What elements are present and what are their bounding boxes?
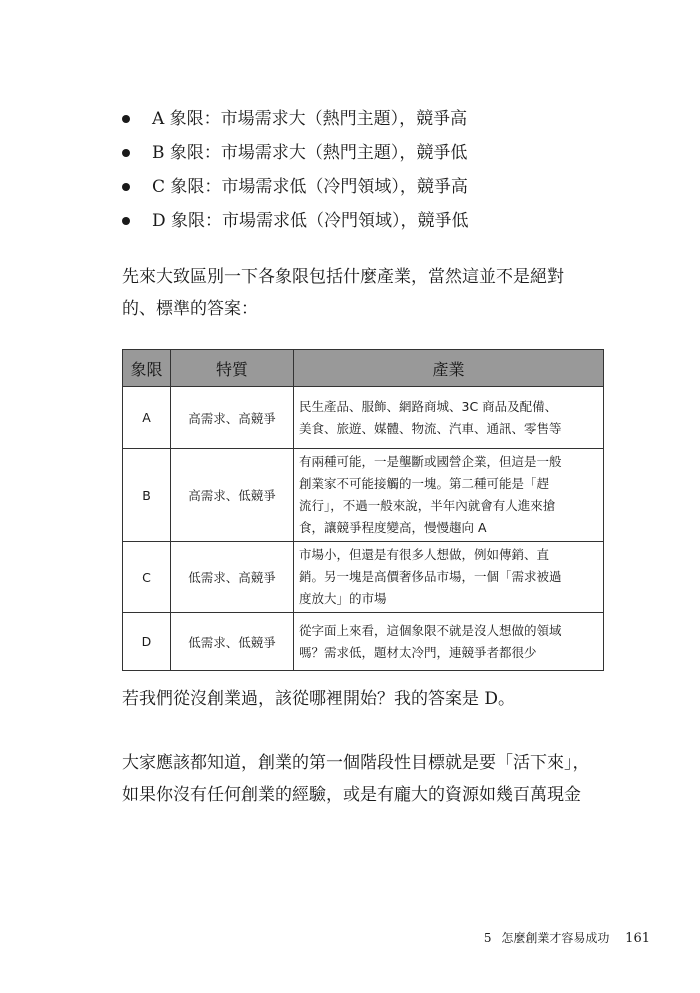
quadrant-cell: B <box>123 449 171 542</box>
header-quadrant: 象限 <box>123 350 171 387</box>
industry-line: 民生產品、服飾、網路商城、3C 商品及配備、 <box>299 398 558 414</box>
industry-line: 度放大」的市場 <box>299 591 387 606</box>
industry-line: 美食、旅遊、媒體、物流、汽車、通訊、零售等 <box>299 420 562 436</box>
bullet-item-c <box>122 172 469 206</box>
quadrant-bullet-list <box>122 104 469 240</box>
industry-line: 市場小，但還是有很多人想做，例如傳銷、直 <box>299 547 550 562</box>
trait-cell: 低需求、低競爭 <box>171 613 294 671</box>
industry-line: 嗎？需求低，題材太冷門，連競爭者都很少 <box>299 644 537 660</box>
page-number: 161 <box>625 931 650 946</box>
page-footer <box>484 929 650 946</box>
chapter-title: 怎麼創業才容易成功 <box>501 931 610 945</box>
industry-line: 有兩種可能，一是壟斷或國營企業，但這是一般 <box>299 454 562 469</box>
bullet-item-b <box>122 138 469 172</box>
bullet-text: C 象限：市場需求低（冷門領域），競爭高 <box>152 177 468 197</box>
bullet-item-a <box>122 104 469 138</box>
bullet-dot <box>122 115 130 123</box>
industry-line: 創業家不可能接觸的一塊。第二種可能是「趕 <box>299 476 550 491</box>
answer-paragraph <box>122 683 608 715</box>
quadrant-cell: A <box>123 387 171 449</box>
chapter-number: 5 <box>483 931 492 945</box>
table-header-row <box>123 350 604 387</box>
trait-cell: 低需求、高競爭 <box>171 542 294 613</box>
bullet-text: B 象限：市場需求大（熱門主題），競爭低 <box>152 143 468 163</box>
quadrant-industry-table <box>122 349 604 671</box>
bullet-item-d <box>122 206 469 240</box>
industry-cell <box>294 542 604 613</box>
closing-line: 大家應該都知道，創業的第一個階段性目標就是要「活下來」， <box>122 753 590 773</box>
industry-line: 銷。另一塊是高價奢侈品市場，一個「需求被過 <box>299 569 562 584</box>
table-row <box>123 387 604 449</box>
intro-line: 的、標準的答案： <box>122 299 258 319</box>
table-row <box>123 542 604 613</box>
industry-cell <box>294 449 604 542</box>
bullet-dot <box>122 183 130 191</box>
closing-line: 如果你沒有任何創業的經驗，或是有龐大的資源如幾百萬現金 <box>122 785 581 805</box>
table-row <box>123 449 604 542</box>
header-industry: 產業 <box>294 350 604 387</box>
industry-line: 流行」，不過一般來說，半年內就會有人進來搶 <box>299 498 556 513</box>
quadrant-cell: D <box>123 613 171 671</box>
intro-line: 先來大致區別一下各象限包括什麼產業，當然這並不是絕對 <box>122 267 564 287</box>
quadrant-cell: C <box>123 542 171 613</box>
trait-cell: 高需求、低競爭 <box>171 449 294 542</box>
bullet-text: D 象限：市場需求低（冷門領域），競爭低 <box>152 211 469 231</box>
header-trait: 特質 <box>171 350 294 387</box>
table-row <box>123 613 604 671</box>
industry-cell <box>294 613 604 671</box>
intro-paragraph <box>122 261 608 325</box>
answer-line: 若我們從沒創業過，該從哪裡開始？我的答案是 D。 <box>122 689 516 709</box>
bullet-dot <box>122 217 130 225</box>
bullet-text: A 象限：市場需求大（熱門主題），競爭高 <box>152 109 468 129</box>
bullet-dot <box>122 149 130 157</box>
industry-cell <box>294 387 604 449</box>
closing-paragraph <box>122 747 608 811</box>
industry-line: 食，讓競爭程度變高，慢慢趨向 A <box>299 520 487 535</box>
industry-line: 從字面上來看，這個象限不就是沒人想做的領域 <box>299 622 562 638</box>
trait-cell: 高需求、高競爭 <box>171 387 294 449</box>
